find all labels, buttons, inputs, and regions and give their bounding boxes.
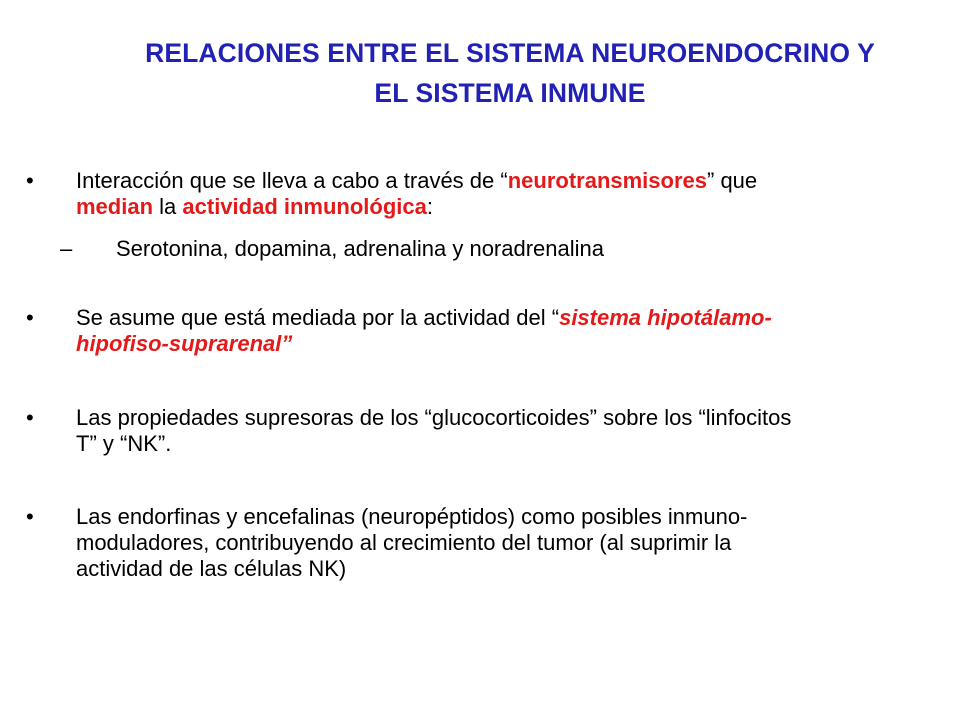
closing-quote: ” <box>281 331 293 356</box>
bullet-marker: • <box>26 168 34 193</box>
text-run: Se asume que está mediada por la actividad del “ <box>76 305 560 330</box>
text-run: ” que <box>707 168 758 193</box>
bullet-line <box>76 168 956 194</box>
highlight-sistema-hipotalamo: sistema hipotálamo- <box>559 305 772 330</box>
bullet-marker: • <box>26 504 34 529</box>
bullet-text <box>76 504 956 582</box>
bullet-line: Las endorfinas y encefalinas (neuropéptidos) como posibles inmuno- <box>76 504 748 529</box>
bullet-line: T” y “NK”. <box>76 431 172 456</box>
sub-bullet-marker: – <box>60 236 73 261</box>
bullet-line: Las propiedades supresoras de los “glucocorticoides” sobre los “linfocitos <box>76 405 792 430</box>
sub-bullet-text: Serotonina, dopamina, adrenalina y noradrenalina <box>116 236 605 261</box>
highlight-median: median <box>76 194 154 219</box>
highlight-actividad-inmunologica: actividad inmunológica <box>182 194 427 219</box>
bullet-marker: • <box>26 305 34 330</box>
text-run: la <box>153 194 183 219</box>
bullet-marker: • <box>26 405 34 430</box>
bullet-line: actividad de las células NK) <box>76 556 347 581</box>
highlight-hipofiso-suprarenal: hipofiso-suprarenal <box>76 331 282 356</box>
bullet-line <box>76 331 956 357</box>
text-run: Interacción que se lleva a cabo a través de “ <box>76 168 508 193</box>
bullet-text <box>76 168 956 220</box>
text-run: : <box>426 194 433 219</box>
slide-title-line-1: RELACIONES ENTRE EL SISTEMA NEUROENDOCRINO Y <box>145 38 875 68</box>
bullet-line <box>76 305 956 331</box>
bullet-line: moduladores, contribuyendo al crecimiento del tumor (al suprimir la <box>76 530 732 555</box>
highlight-neurotransmisores: neurotransmisores <box>507 168 707 193</box>
bullet-line <box>76 194 956 220</box>
slide-title-line-2: EL SISTEMA INMUNE <box>374 78 646 108</box>
bullet-text <box>76 305 956 357</box>
slide-title <box>60 33 960 113</box>
bullet-text <box>76 405 956 457</box>
